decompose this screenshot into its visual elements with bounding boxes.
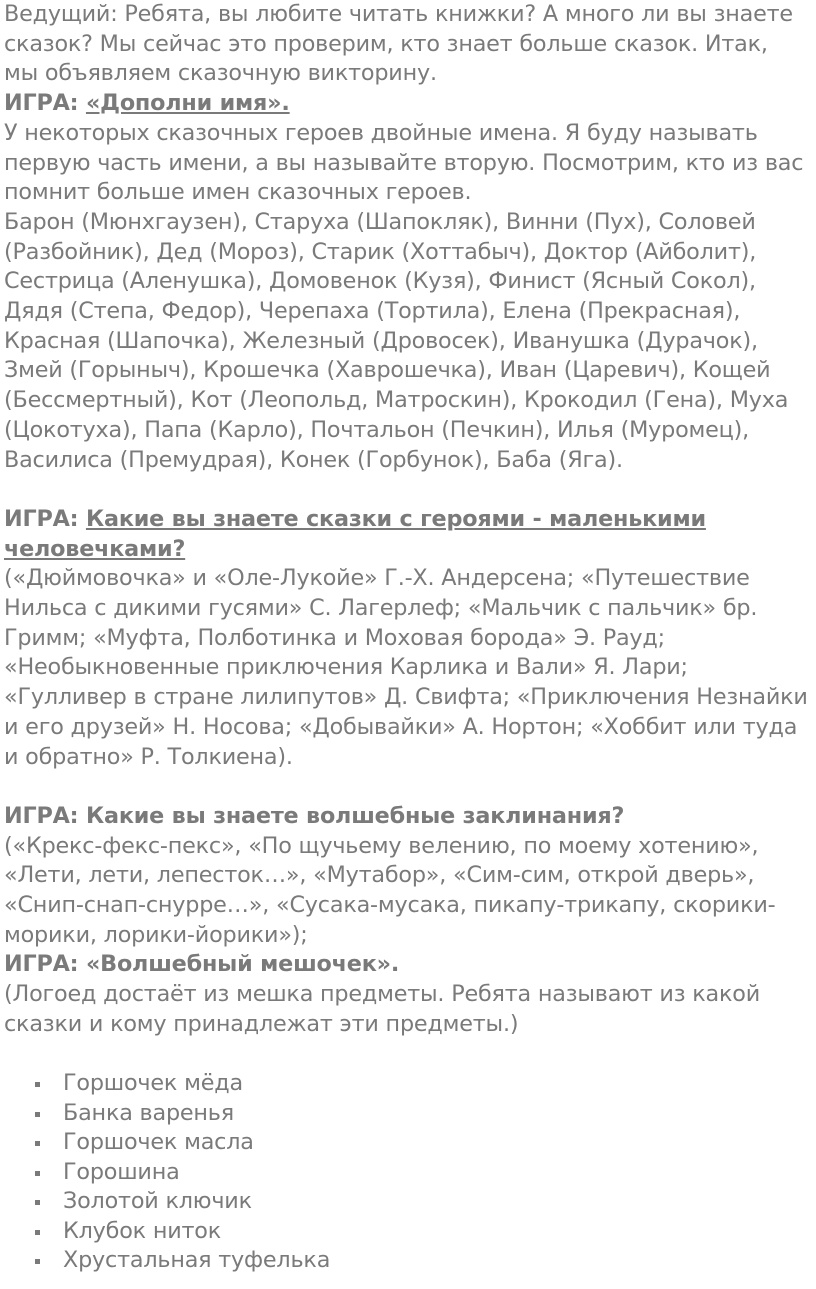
game1-title: «Дополни имя». xyxy=(85,90,290,117)
game1-names: Барон (Мюнхгаузен), Старуха (Шапокляк), Винни (Пух), Соловей (Разбойник), Дед (Мороз), Старик (Хоттабыч), Доктор (Айболит), Сестрица (Аленушка), Домовенок (Кузя), Финист (Ясный Сокол), Дядя (Степа, Федор), Черепаха (Тортила), Елена (Прекрасная), Красная (Шапочка), Железный (Дровосек), Иванушка (Дурачок), Змей (Горыныч), Крошечка (Хаврошечка), Иван (Царевич), Кощей (Бессмертный), Кот (Леопольд, Матроскин), Крокодил (Гена), Муха (Цокотуха), Папа (Карло), Почтальон (Печкин), Илья (Муромец), Василиса (Премудрая), Конек (Горбунок), Баба (Яга). xyxy=(4,208,789,473)
square-bullet-icon xyxy=(35,1082,40,1087)
game3-answers: («Крекс-фекс-пекс», «По щучьему велению, по моему хотению», «Лети, лети, лепесток…», «Мутабор», «Сим-сим, открой дверь», «Снип-снап-снурре…», «Сусака-мусака, пикапу-трикапу, скорики-морики, лорики-йорики»); xyxy=(4,832,776,948)
magic-bag-items-list xyxy=(4,1069,808,1276)
square-bullet-icon xyxy=(35,1112,40,1117)
square-bullet-icon xyxy=(35,1230,40,1235)
intro-paragraph: Ведущий: Ребята, вы любите читать книжки? А много ли вы знаете сказок? Мы сейчас это проверим, кто знает больше сказок. Итак, мы объявляем сказочную викторину. xyxy=(4,1,793,87)
game4-heading: ИГРА: «Волшебный мешочек». xyxy=(4,951,400,978)
square-bullet-icon xyxy=(35,1200,40,1205)
game2-heading xyxy=(4,505,808,564)
square-bullet-icon xyxy=(35,1171,40,1176)
list-item: Хрустальная туфелька xyxy=(4,1246,808,1276)
list-item: Клубок ниток xyxy=(4,1217,808,1247)
spacer xyxy=(4,475,808,505)
game1-heading xyxy=(4,89,808,119)
square-bullet-icon xyxy=(35,1141,40,1146)
list-item: Горшочек масла xyxy=(4,1128,808,1158)
game2-title: Какие вы знаете сказки с героями - маленькими человечками? xyxy=(4,505,706,562)
game1-prefix: ИГРА: xyxy=(4,90,86,117)
game2-answers: («Дюймовочка» и «Оле-Лукойе» Г.-Х. Андерсена; «Путешествие Нильса с дикими гусями» С. Лагерлеф; «Мальчик с пальчик» бр. Гримм; «Муфта, Полботинка и Моховая борода» Э. Рауд; «Необыкновенные приключения Карлика и Вали» Я. Лари; «Гулливер в стране лилипутов» Д. Свифта; «Приключения Незнайки и его друзей» Н. Носова; «Добывайки» А. Нортон; «Хоббит или туда и обратно» Р. Толкиена). xyxy=(4,565,808,770)
list-item: Банка варенья xyxy=(4,1099,808,1129)
list-item: Горошина xyxy=(4,1158,808,1188)
square-bullet-icon xyxy=(35,1259,40,1264)
game3-heading: ИГРА: Какие вы знаете волшебные заклинания? xyxy=(4,802,625,829)
game1-description: У некоторых сказочных героев двойные имена. Я буду называть первую часть имени, а вы называйте вторую. Посмотрим, кто из вас помнит больше имен сказочных героев. xyxy=(4,119,804,206)
list-item: Горшочек мёда xyxy=(4,1069,808,1099)
game2-prefix: ИГРА: xyxy=(4,505,86,532)
game4-description: (Логоед достаёт из мешка предметы. Ребята называют из какой сказки и кому принадлежат эти предметы.) xyxy=(4,981,760,1037)
spacer xyxy=(4,772,808,802)
list-item: Золотой ключик xyxy=(4,1187,808,1217)
